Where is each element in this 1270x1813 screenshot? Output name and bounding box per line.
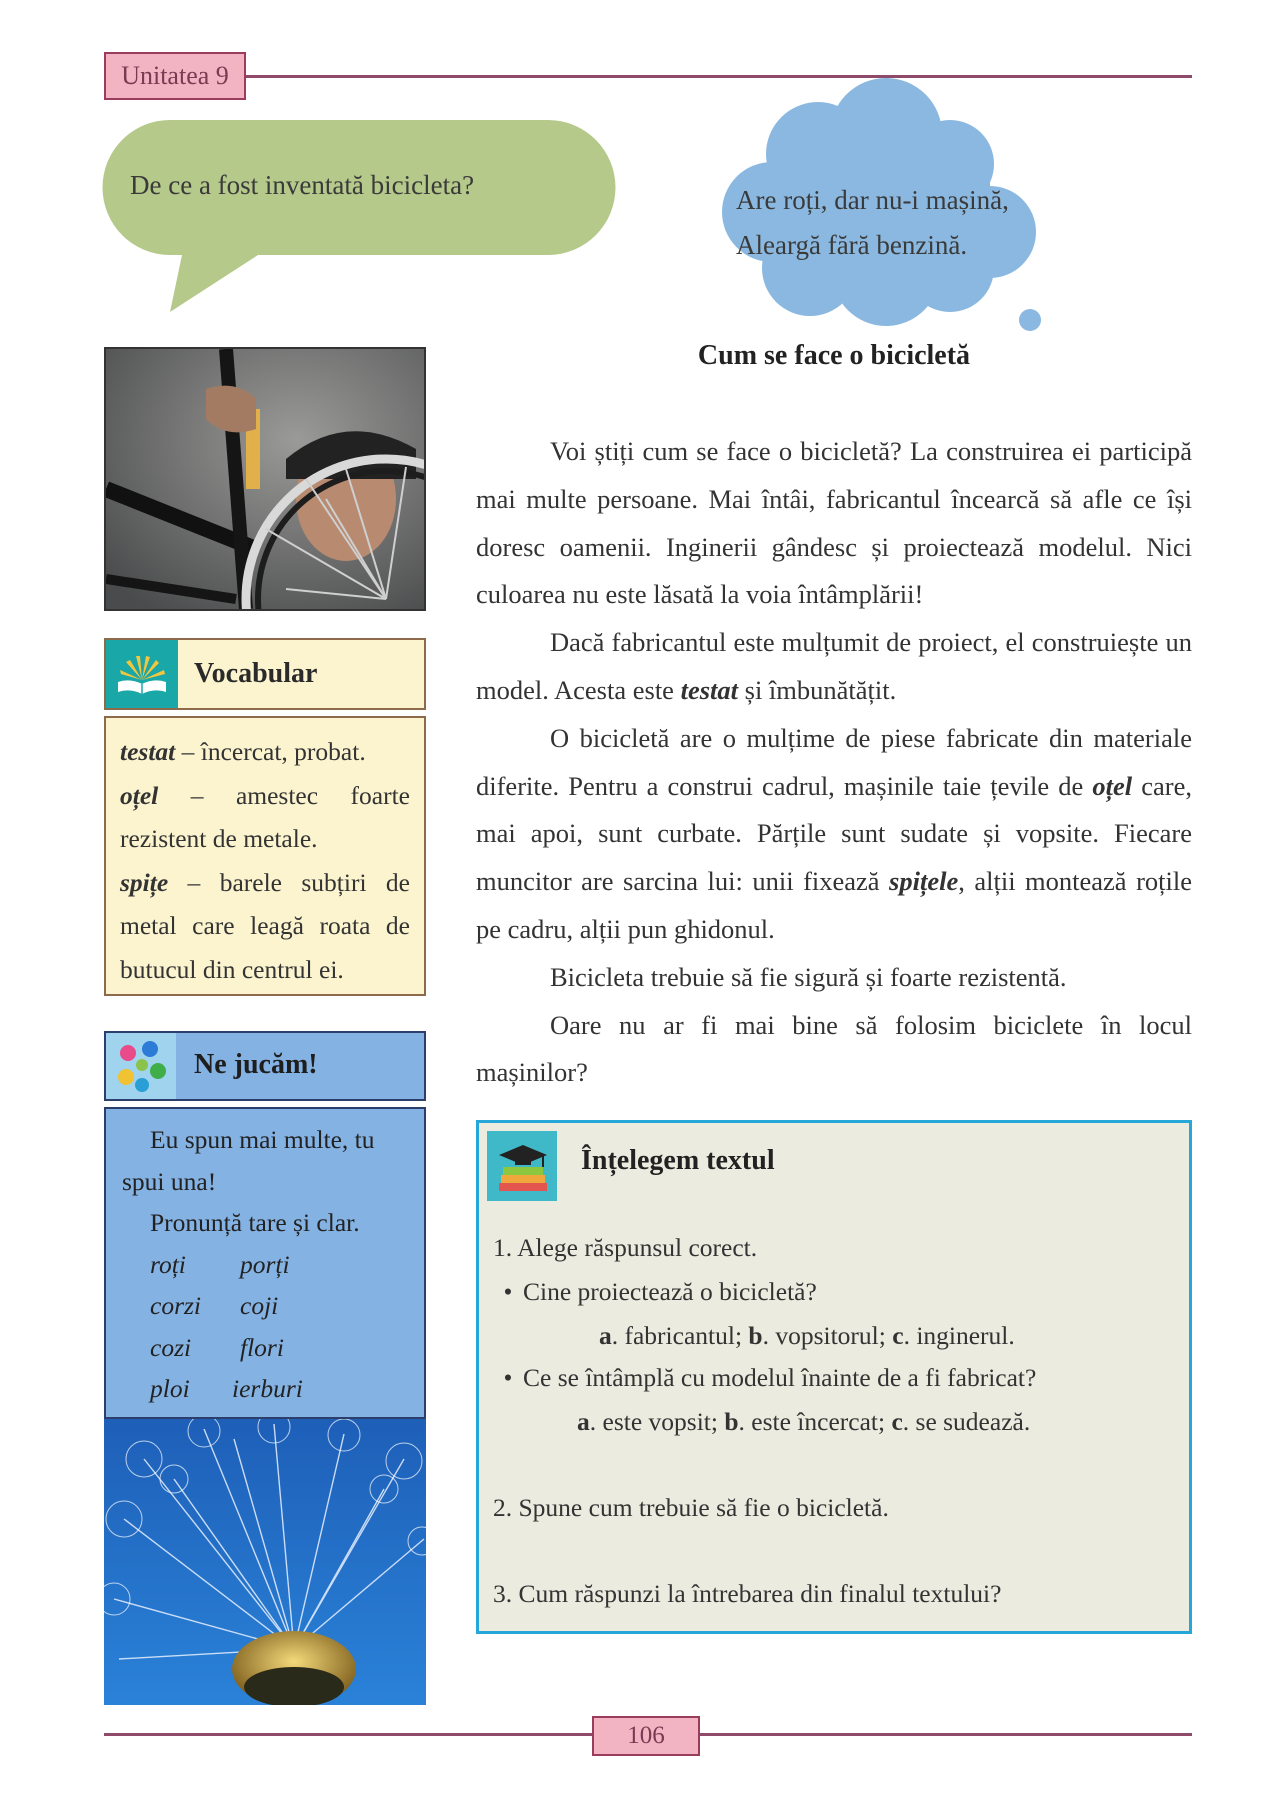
article-paragraph: Oare nu ar fi mai bine să folosim biciclete în locul mașinilor?: [476, 1009, 1192, 1088]
question-1: 1. Alege răspunsul corect.: [493, 1233, 758, 1262]
option-text: . vopsitorul;: [762, 1321, 893, 1350]
graduation-cap-books-icon: [487, 1131, 557, 1201]
riddle-line-2: Aleargă fără benzină.: [736, 230, 968, 260]
article-paragraph: Bicicleta trebuie să fie sigură și foarte rezistentă.: [550, 961, 1067, 992]
game-instruction-2: Pronunță tare și clar.: [150, 1208, 360, 1237]
option-letter: c: [891, 1407, 903, 1436]
footer-rule-right: [700, 1733, 1192, 1736]
dandelion-image: [104, 1419, 426, 1705]
article-body: [476, 428, 1192, 1097]
game-header: [104, 1031, 426, 1101]
question-1b: [493, 1363, 1036, 1393]
keyword: testat: [680, 674, 738, 705]
riddle-line-1: Are roți, dar nu-i mașină,: [736, 185, 1009, 215]
comprehension-box: [476, 1120, 1192, 1634]
text-run: , alții montează roțile pe cadru, alții pun ghidonul.: [476, 866, 1192, 944]
option-text: . fabricantul;: [611, 1321, 749, 1350]
article-paragraph: [476, 715, 1192, 954]
option-letter: a: [577, 1407, 590, 1436]
word-plural: ploi: [150, 1374, 190, 1403]
option-letter: c: [892, 1321, 904, 1350]
comprehension-title: Înțelegem textul: [581, 1145, 775, 1176]
option-letter: a: [599, 1321, 612, 1350]
option-letter: b: [748, 1321, 763, 1350]
game-instruction: Eu spun mai multe, tu spui una!: [122, 1125, 375, 1196]
word-plural: flori: [240, 1332, 284, 1362]
question-1a: [493, 1277, 817, 1307]
game-box: [104, 1107, 426, 1419]
option-text: . este vopsit;: [589, 1407, 725, 1436]
vocabulary-header: [104, 638, 426, 710]
keyword: spițele: [889, 866, 959, 897]
option-text: . inginerul.: [903, 1321, 1015, 1350]
word-plural: coji: [240, 1291, 279, 1320]
page-number: 106: [592, 1716, 700, 1756]
speech-bubble-shape: [0, 0, 620, 320]
text-run: și îmbunătățit.: [738, 674, 897, 705]
option-text: . este încercat;: [738, 1407, 892, 1436]
vocabulary-box: [104, 716, 426, 996]
unit-label: Unitatea 9: [104, 52, 246, 100]
game-title: Ne jucăm!: [194, 1049, 318, 1080]
word-plural: roți: [150, 1249, 186, 1279]
bullet: •: [503, 1363, 513, 1392]
question-1a-options: [599, 1321, 1015, 1351]
riddle-text: [736, 178, 1009, 268]
word-pair: [150, 1244, 408, 1286]
option-text: . se sudează.: [902, 1407, 1031, 1436]
vocabulary-entry: [120, 868, 410, 984]
book-sunrise-icon: [106, 640, 178, 708]
vocabulary-title: Vocabular: [194, 658, 318, 689]
hands-icon: [106, 1033, 176, 1099]
word-plural: corzi: [150, 1291, 201, 1320]
bicycle-photo: [104, 347, 426, 611]
vocabulary-definition: – amestec foarte rezistent de metale.: [120, 780, 410, 853]
word-plural: porți: [240, 1249, 290, 1279]
question-3: 3. Cum răspunzi la întrebarea din finalul textului?: [493, 1579, 1002, 1608]
text-run: care, mai apoi, sunt curbate. Părțile sunt sudate și vopsite. Fiecare muncitor are sarcina lui: unii fixează: [476, 770, 1192, 897]
article-paragraph: [476, 619, 1192, 715]
vocabulary-term: oțel: [120, 780, 159, 810]
question-2: 2. Spune cum trebuie să fie o bicicletă.: [493, 1493, 889, 1522]
keyword: oțel: [1092, 770, 1133, 801]
word-pairs: [122, 1244, 408, 1410]
question-1b-options: [577, 1407, 1030, 1437]
word-pair: [150, 1285, 408, 1327]
vocabulary-entry: [120, 781, 410, 854]
vocabulary-term: testat: [120, 737, 176, 766]
footer-rule-left: [104, 1733, 592, 1736]
article-paragraph: Voi știți cum se face o bicicletă? La construirea ei participă mai multe persoane. Mai întâi, fabricantul încearcă să afle ce își doresc oamenii. Inginerii gândesc și proiectează modelul. Nici culoarea nu este lăsată la voia întâmplării!: [476, 436, 1192, 610]
bullet: •: [503, 1277, 513, 1306]
bicycle-mechanic-image: [106, 349, 424, 609]
question-text: Cine proiectează o bicicletă?: [523, 1277, 817, 1306]
article-title: Cum se face o bicicletă: [697, 340, 971, 371]
vocabulary-entry: [120, 737, 366, 766]
speech-bubble: [0, 0, 620, 320]
question-text: Ce se întâmplă cu modelul înainte de a fi fabricat?: [523, 1363, 1037, 1392]
speech-bubble-question: De ce a fost inventată bicicleta?: [130, 170, 475, 200]
text-run: Dacă fabricantul este mulțumit de proiect, el construiește un model. Acesta este: [476, 627, 1192, 705]
vocabulary-term: spițe: [120, 867, 169, 897]
text-run: O bicicletă are o mulțime de piese fabricate din materiale diferite. Pentru a construi cadrul, mașinile taie țevile de: [476, 722, 1192, 801]
vocabulary-definition: – încercat, probat.: [175, 737, 366, 766]
word-plural: cozi: [150, 1332, 192, 1362]
word-pair: [150, 1327, 408, 1369]
vocabulary-definition: – barele subțiri de metal care leagă roata de butucul din centrul ei.: [120, 867, 410, 984]
option-letter: b: [724, 1407, 739, 1436]
word-plural: ierburi: [232, 1374, 303, 1403]
word-pair: [150, 1368, 408, 1410]
